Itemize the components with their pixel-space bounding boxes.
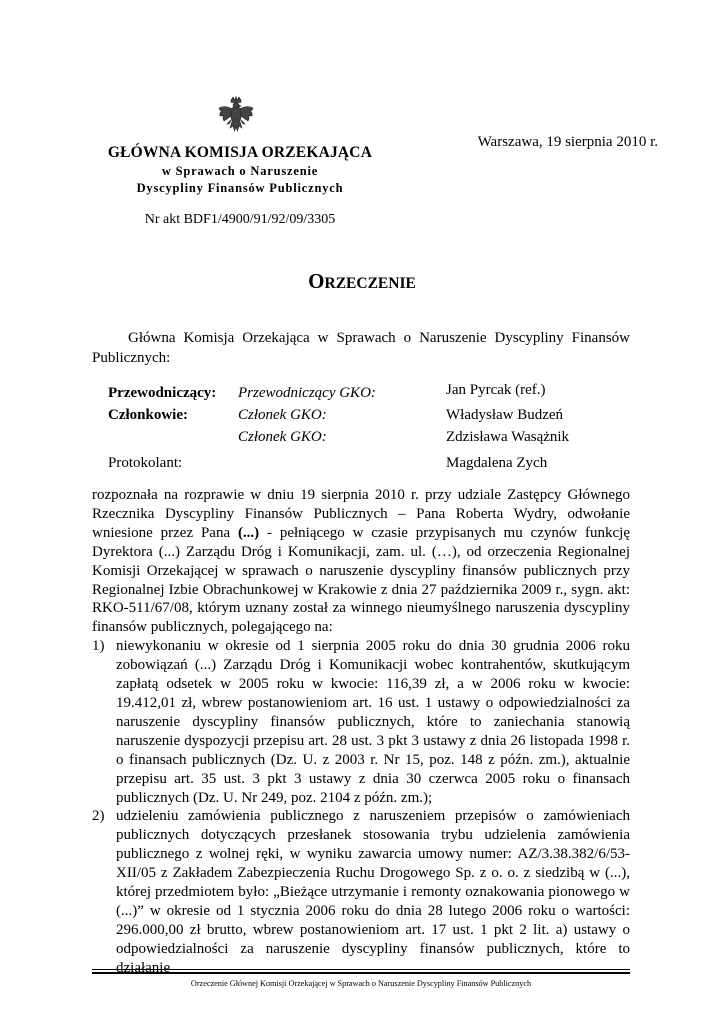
member1-name: Władysław Budzeń — [446, 407, 564, 423]
issuer-block — [94, 143, 386, 197]
member1-role: Członek GKO: — [238, 407, 327, 423]
list-item-text: udzieleniu zamówienia publicznego z naruszeniem przepisów o zamówieniach publicznych dotyczących przesłanek stosowania trybu udzielenia zamówienia publicznego z wolnej ręki, w wyniku zawarcia umowy numer: AZ/3.38.382/6/53-XII/05 z Zakładem Zabezpieczenia Ruchu Drogowego Sp. z o. o. z siedzibą w (...), której przedmiotem było: „Bieżące utrzymanie i remonty oznakowania pionowego w (...)” w okresie od 1 stycznia 2006 roku do dnia 28 lutego 2006 roku o wartości: 296.000,00 zł brutto, wbrew postanowieniom art. 17 ust. 1 pkt 2 lit. a) ustawy o odpowiedzialności za naruszenie dyscypliny finansów publicznych, które to działanie — [116, 808, 630, 976]
list-item-number: 1) — [92, 638, 105, 655]
issuer-subtitle-line1: w Sprawach o Naruszenie — [161, 164, 319, 178]
body-paragraph — [92, 486, 630, 637]
issuer-subtitle-line2: Dyscypliny Finansów Publicznych — [136, 181, 344, 195]
list-item-number: 2) — [92, 808, 105, 825]
chair-label: Przewodniczący: — [108, 385, 217, 401]
footer-divider-thick — [92, 972, 630, 974]
body-paragraph-redacted-name: (...) — [237, 524, 260, 541]
list-item-text: niewykonaniu w okresie od 1 sierpnia 2005 roku do dnia 30 grudnia 2006 roku zobowiązań (...) Zarządu Dróg i Komunikacji wobec kontrahentów, skutkującym zapłatą odsetek w 2005 roku w kwocie: 116,39 zł, a w 2006 roku w kwocie: 19.412,01 zł, wbrew postanowieniom art. 16 ust. 1 ustawy o odpowiedzialności za naruszenie dyscypliny finansów publicznych, które to zaniechania stanowią naruszenie dyspozycji przepisu art. 28 ust. 3 pkt 3 ustawy z dnia 26 listopada 1998 r. o finansach publicznych (Dz. U. z 2003 r. Nr 15, poz. 148 z późn. zm.), aktualnie przepisu art. 35 ust. 3 pkt 3 ustawy z dnia 30 czerwca 2005 roku o finansach publicznych (Dz. U. Nr 249, poz. 2104 z późn. zm.); — [116, 638, 630, 806]
list-item — [92, 637, 630, 807]
clerk-label: Protokolant: — [108, 455, 183, 471]
issuer-name: GŁÓWNA KOMISJA ORZEKAJĄCA — [107, 144, 373, 161]
place-and-date: Warszawa, 19 sierpnia 2010 r. — [477, 134, 658, 150]
title-first-letter: O — [308, 269, 325, 293]
charges-list — [92, 637, 630, 977]
member2-name: Zdzisława Wasążnik — [446, 429, 570, 445]
chair-name: Jan Pyrcak (ref.) — [446, 382, 546, 398]
title-rest: RZECZENIE — [324, 275, 416, 292]
intro-paragraph: Główna Komisja Orzekająca w Sprawach o Naruszenie Dyscypliny Finansów Publicznych: — [92, 330, 630, 366]
page-footer: Orzeczenie Głównej Komisji Orzekającej w Sprawach o Naruszenie Dyscypliny Finansów Publicznych — [190, 979, 532, 988]
body-paragraph-part1: rozpoznała na rozprawie w dniu 19 sierpnia 2010 r. przy udziale Zastępcy Głównego Rzecznika Dyscypliny Finansów Publicznych – Pana Roberta Wydry, odwołanie wniesione przez Pana — [92, 487, 630, 541]
clerk-name: Magdalena Zych — [446, 455, 548, 471]
members-label: Członkowie: — [108, 407, 188, 423]
footer-divider-thin — [92, 969, 630, 970]
body-paragraph-part2: - pełniącego w czasie przypisanych mu czynów funkcję Dyrektora (...) Zarządu Dróg i Komunikacji, zam. ul. (…), od orzeczenia Regionalnej Komisji Orzekającej w sprawach o naruszenie dyscypliny finansów publicznych przy Regionalnej Izbie Obrachunkowej w Krakowie z dnia 27 października 2009 r., sygn. akt: RKO-511/67/08, którym uznany został za winnego nieumyślnego naruszenia dyscypliny finansów publicznych, polegającego na: — [92, 524, 630, 636]
document-title — [0, 268, 724, 297]
chair-role: Przewodniczący GKO: — [238, 385, 376, 401]
case-number: Nr akt BDF1/4900/91/92/09/3305 — [144, 212, 336, 227]
member2-role: Członek GKO: — [238, 429, 327, 445]
polish-eagle-emblem-icon — [216, 96, 256, 140]
list-item — [92, 807, 630, 977]
ruling-body — [92, 486, 630, 978]
